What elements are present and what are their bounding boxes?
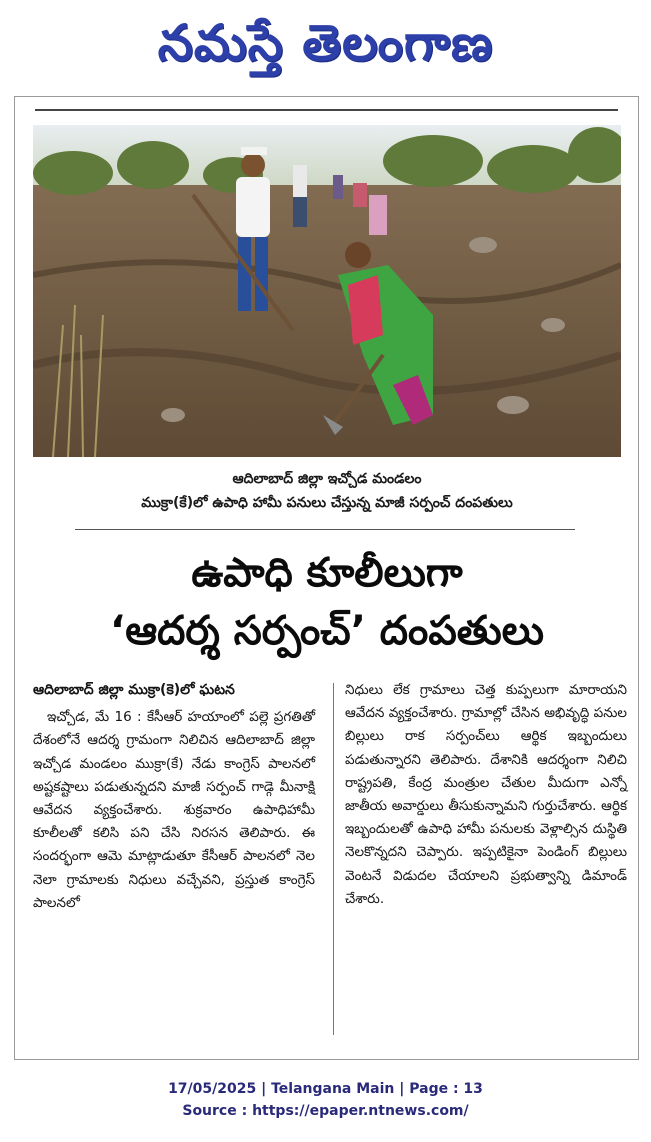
footer-date-page: 17/05/2025 | Telangana Main | Page : 13 xyxy=(168,1081,483,1097)
column-divider xyxy=(333,683,334,1035)
field-work-photo-illustration xyxy=(33,125,621,457)
news-photo xyxy=(33,125,621,457)
footer-source-link: Source : https://epaper.ntnews.com/ xyxy=(182,1103,469,1119)
newspaper-masthead xyxy=(0,8,651,78)
article-headline xyxy=(33,545,621,661)
headline-line-1: ఉపాధి కూలీలుగా xyxy=(191,550,463,596)
photo-caption xyxy=(33,467,621,515)
article-body-left: ఇచ్చోడ, మే 16 : కేసీఆర్ హయాంలో పల్లె ప్రగతితో దేశంలోనే ఆదర్శ గ్రామంగా నిలిచిన ఆదిలాబాద్ జిల్లా ఇచ్చోడ మండలం ముక్రా(కే) నేడు కాంగ్రెస్ పాలనలో అష్టకష్టాలు పడుతున్నదని మాజీ సర్పంచ్ గాడ్గె మీనాక్షి ఆవేదన వ్యక్తంచేశారు. శుక్రవారం ఉపాధిహామీ కూలీలతో కలిసి పని చేసి నిరసన తెలిపారు. ఈ సందర్భంగా ఆమె మాట్లాడుతూ కేసీఆర్ పాలనలో నెల నెలా గ్రామాలకు నిధులు వచ్చేవని, ప్రస్తుత కాంగ్రెస్ పాలనలో xyxy=(33,709,315,911)
caption-line-2: ముక్రా(కే)లో ఉపాధి హామీ పనులు చేస్తున్న మాజీ సర్పంచ్ దంపతులు xyxy=(141,495,513,511)
article-column-right xyxy=(345,679,627,911)
news-clipping xyxy=(14,96,639,1060)
caption-divider xyxy=(75,529,575,530)
article-column-left xyxy=(33,679,315,915)
source-footer xyxy=(0,1078,651,1122)
dateline-subheading: ఆదిలాబాద్ జిల్లా ముక్రా(కె)లో ఘటన xyxy=(33,682,235,698)
masthead-title: నమస్తే తెలంగాణ xyxy=(157,13,494,72)
caption-line-1: ఆదిలాబాద్ జిల్లా ఇచ్చోడ మండలం xyxy=(232,471,422,487)
headline-line-2: ‘ఆదర్శ సర్పంచ్’ దంపతులు xyxy=(110,608,544,654)
top-divider xyxy=(35,109,618,111)
article-body-right: నిధులు లేక గ్రామాలు చెత్త కుప్పలుగా మారాయని ఆవేదన వ్యక్తంచేశారు. గ్రామాల్లో చేసిన అభివృద్ధి పనుల బిల్లులు రాక సర్పంచ్‌లు ఆర్థిక ఇబ్బందులు పడుతున్నారని తెలిపారు. దేశానికి ఆదర్శంగా నిలిచి రాష్ట్రపతి, కేంద్ర మంత్రుల చేతుల మీదుగా ఎన్నో జాతీయ అవార్డులు తీసుకున్నామని గుర్తుచేశారు. ఆర్థిక ఇబ్బందులతో ఉపాధి హామీ పనులకు వెళ్లాల్సిన దుస్థితి నెలకొన్నదని చెప్పారు. ఇప్పటికైనా పెండింగ్ బిల్లులు వెంటనే విడుదల చేయాలని ప్రభుత్వాన్ని డిమాండ్ చేశారు. xyxy=(345,682,627,907)
